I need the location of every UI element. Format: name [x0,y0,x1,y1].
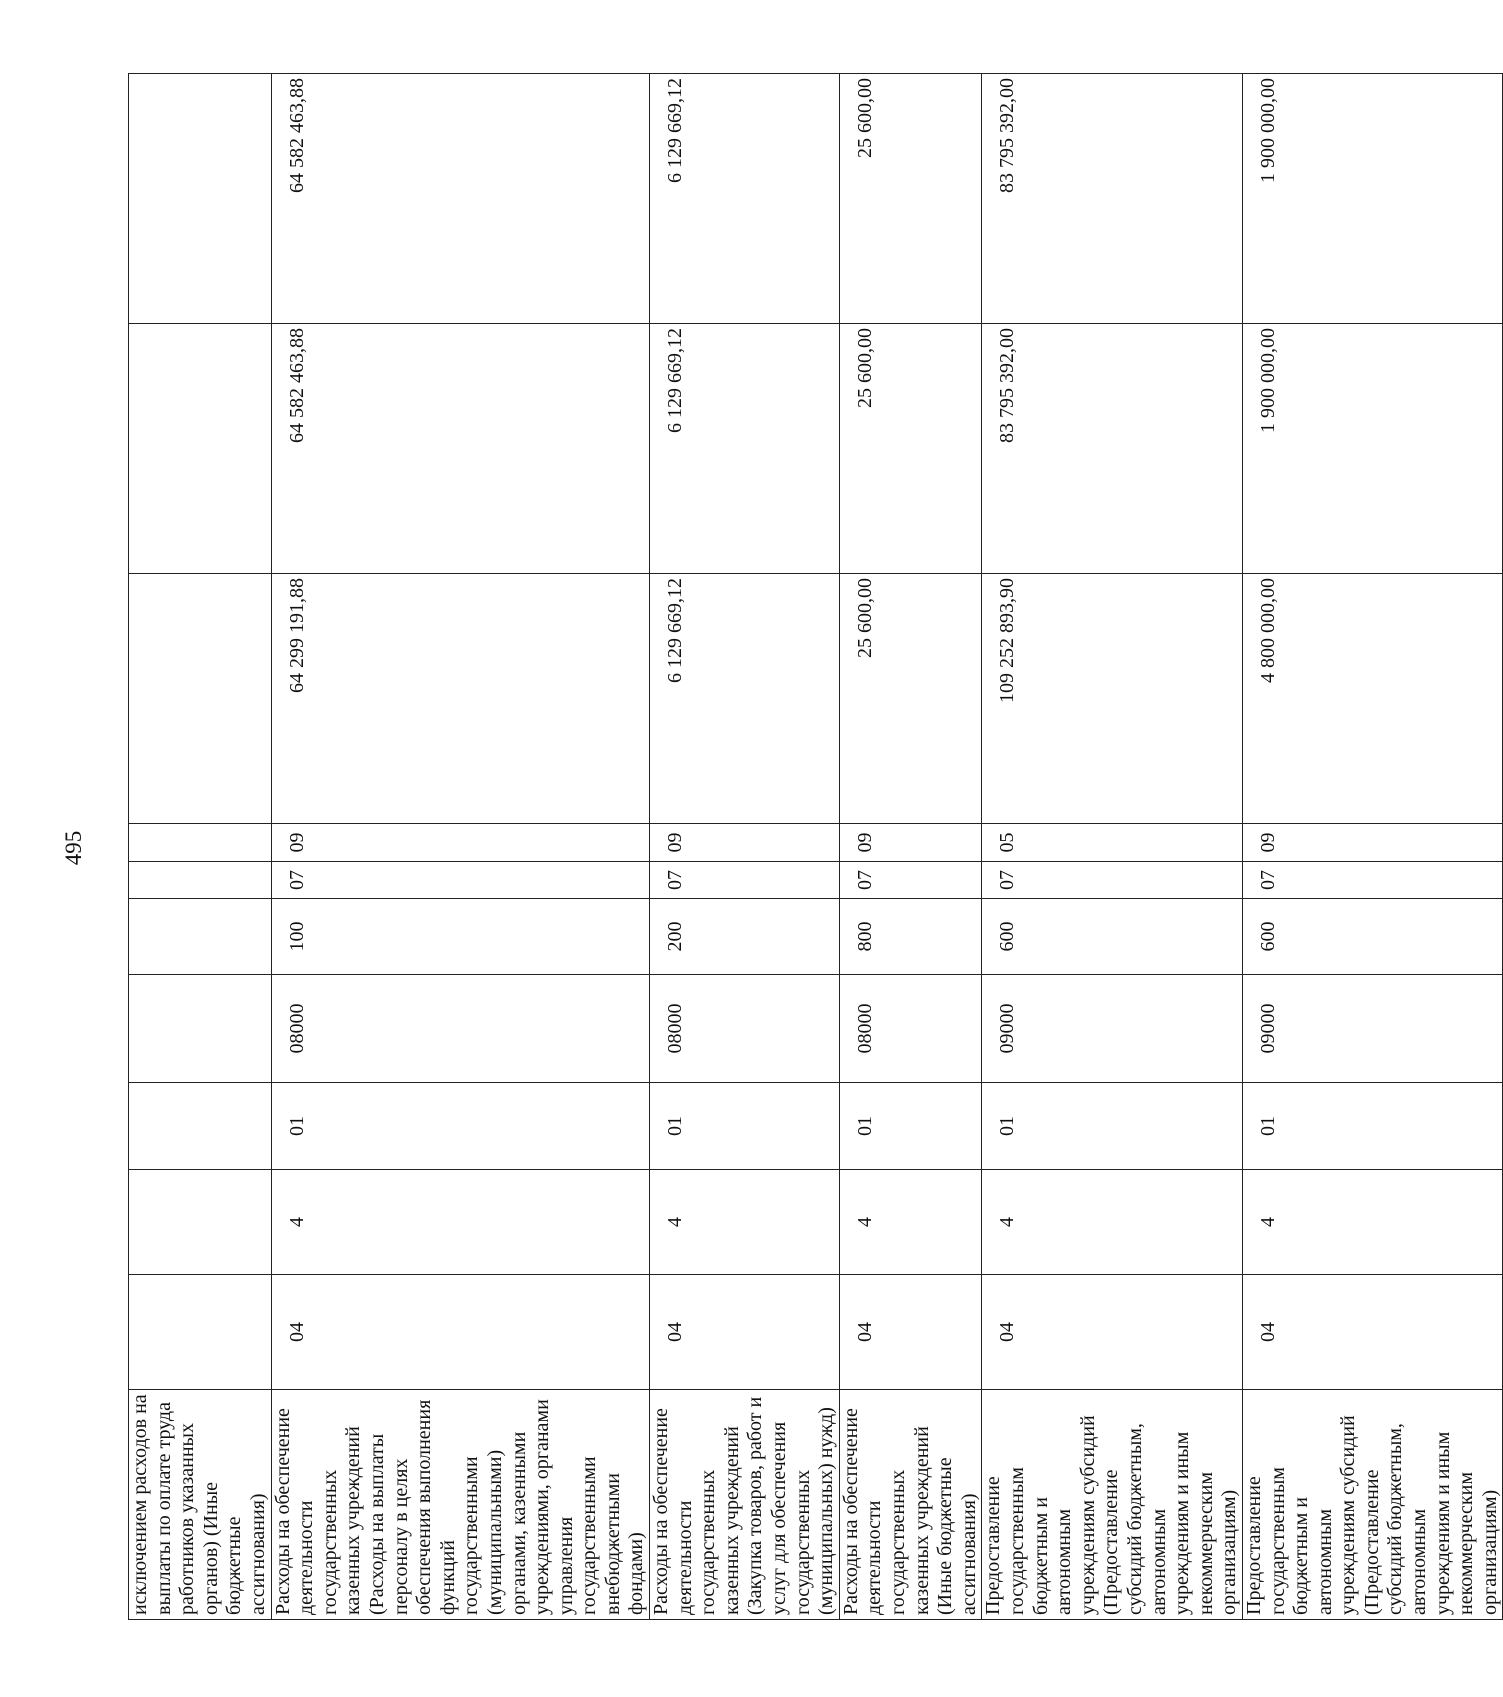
cell-vr: 09 [650,824,840,862]
cell-vr [129,824,272,862]
row-description: Расходы на обеспечение деятельности государственных казенных учреждений (Закупка товаров, работ и услуг для обеспечения государственных (муниципальных) нужд) [650,1390,840,1620]
cell-ved [129,1275,272,1390]
cell-sum-2: 25 600,00 [839,324,982,574]
row-description: исключением расходов на выплаты по оплате труда работников указанных органов) (Иные бюджетные ассигнования) [129,1390,272,1620]
table-row [129,74,272,1620]
cell-csr-subprogram: 600 [1242,899,1503,975]
row-description: Расходы на обеспечение деятельности государственных казенных учреждений (Иные бюджетные ассигнования) [839,1390,982,1620]
cell-csr-subprogram: 100 [271,899,650,975]
cell-csr-part: 07 [271,862,650,899]
cell-sum-1: 109 252 893,90 [982,574,1243,824]
cell-vr: 09 [1242,824,1503,862]
cell-sum-2: 64 582 463,88 [271,324,650,574]
cell-ved: 04 [1242,1275,1503,1390]
row-description: Предоставление государственным бюджетным и автономным учреждениям субсидий (Предоставление субсидий бюджетным, автономным учреждениям и иным некоммерческим организациям) [982,1390,1243,1620]
page-number: 495 [61,830,86,866]
row-description: Предоставление государственным бюджетным и автономным учреждениям субсидий (Предоставление субсидий бюджетным, автономным учреждениям и иным некоммерческим организациям) [1242,1390,1503,1620]
cell-sum-1: 64 299 191,88 [271,574,650,824]
cell-csr-part [129,862,272,899]
cell-pr: 01 [839,1083,982,1170]
cell-rz: 4 [839,1170,982,1275]
cell-rz: 4 [1242,1170,1503,1275]
table-row [271,74,650,1620]
table-row [839,74,982,1620]
cell-sum-3: 25 600,00 [839,74,982,324]
cell-sum-1: 6 129 669,12 [650,574,840,824]
row-description: Расходы на обеспечение деятельности государственных казенных учреждений (Расходы на выплаты персоналу в целях обеспечения выполнения функций государственными (муниципальными) органами, казенными учреждениями, органами управления государственными внебюджетными фондами) [271,1390,650,1620]
cell-csr-program: 09000 [982,975,1243,1083]
cell-sum-2 [129,324,272,574]
cell-sum-1: 4 800 000,00 [1242,574,1503,824]
cell-csr-part: 07 [650,862,840,899]
cell-csr-subprogram: 600 [982,899,1243,975]
cell-sum-2: 1 900 000,00 [1242,324,1503,574]
cell-csr-part: 07 [1242,862,1503,899]
cell-pr: 01 [982,1083,1243,1170]
cell-ved: 04 [982,1275,1243,1390]
cell-csr-program: 08000 [271,975,650,1083]
cell-csr-subprogram: 800 [839,899,982,975]
table-row [650,74,840,1620]
cell-sum-1: 25 600,00 [839,574,982,824]
cell-csr-subprogram [129,899,272,975]
cell-sum-3: 64 582 463,88 [271,74,650,324]
cell-vr: 09 [271,824,650,862]
table-row [1242,74,1503,1620]
cell-sum-3: 6 129 669,12 [650,74,840,324]
cell-sum-3: 83 795 392,00 [982,74,1243,324]
cell-pr: 01 [650,1083,840,1170]
cell-csr-program: 09000 [1242,975,1503,1083]
cell-rz: 4 [650,1170,840,1275]
cell-rz: 4 [982,1170,1243,1275]
cell-vr: 09 [839,824,982,862]
cell-sum-3: 1 900 000,00 [1242,74,1503,324]
cell-csr-program: 08000 [839,975,982,1083]
rotated-table-frame [128,74,1501,1620]
cell-pr: 01 [1242,1083,1503,1170]
cell-pr: 01 [271,1083,650,1170]
cell-vr: 05 [982,824,1243,862]
table-row [982,74,1243,1620]
cell-ved: 04 [271,1275,650,1390]
rotated-table-content [128,74,1501,1620]
cell-rz: 4 [271,1170,650,1275]
cell-ved: 04 [839,1275,982,1390]
cell-sum-1 [129,574,272,824]
cell-rz [129,1170,272,1275]
cell-csr-part: 07 [839,862,982,899]
cell-csr-part: 07 [982,862,1243,899]
cell-sum-2: 83 795 392,00 [982,324,1243,574]
cell-sum-2: 6 129 669,12 [650,324,840,574]
cell-ved: 04 [650,1275,840,1390]
budget-table [128,73,1503,1620]
cell-sum-3 [129,74,272,324]
cell-csr-program: 08000 [650,975,840,1083]
cell-csr-subprogram: 200 [650,899,840,975]
cell-pr [129,1083,272,1170]
cell-csr-program [129,975,272,1083]
